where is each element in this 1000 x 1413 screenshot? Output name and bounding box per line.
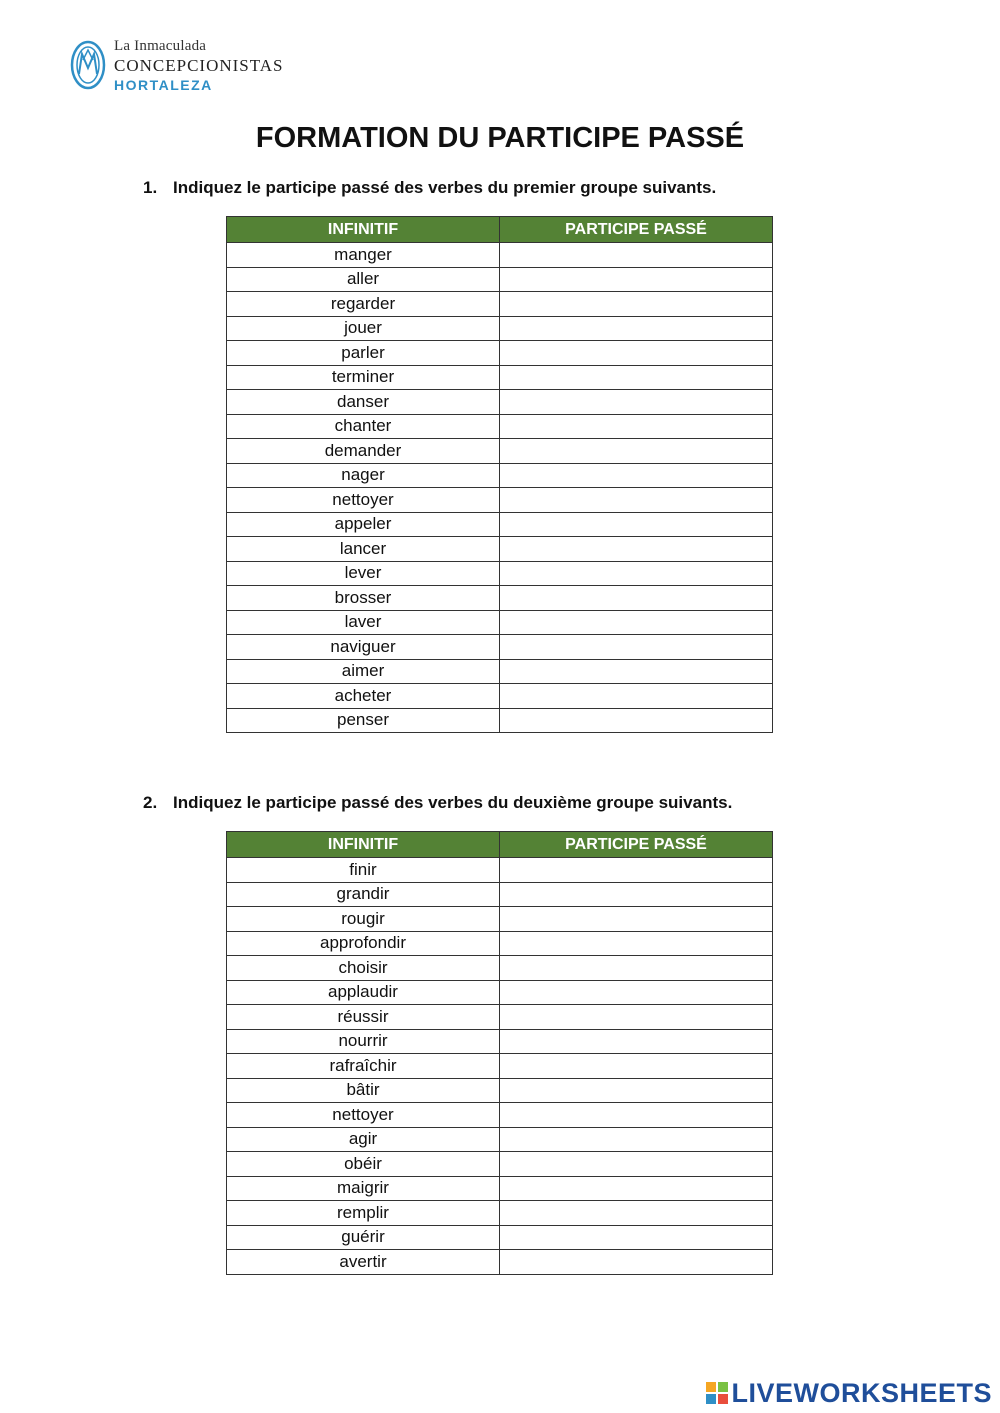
participle-answer-field[interactable] [500, 610, 773, 635]
participle-answer-field[interactable] [500, 365, 773, 390]
verb-infinitive: aimer [227, 659, 500, 684]
table-row [227, 414, 773, 439]
table-row [227, 365, 773, 390]
verb-infinitive: acheter [227, 684, 500, 709]
verb-infinitive: nettoyer [227, 488, 500, 513]
logo-line-2: CONCEPCIONISTAS [114, 56, 284, 75]
table-row [227, 610, 773, 635]
verb-infinitive: regarder [227, 292, 500, 317]
question-2-number: 2. [143, 793, 158, 812]
participle-answer-field[interactable] [500, 316, 773, 341]
verb-infinitive: applaudir [227, 980, 500, 1005]
brand-text: LIVEWORKSHEETS [731, 1377, 992, 1408]
participle-answer-field[interactable] [500, 341, 773, 366]
participle-column-header: PARTICIPE PASSÉ [500, 832, 773, 858]
school-emblem-icon [70, 40, 106, 90]
verb-infinitive: demander [227, 439, 500, 464]
participle-answer-field[interactable] [500, 1054, 773, 1079]
verb-infinitive: finir [227, 858, 500, 883]
table-row [227, 1005, 773, 1030]
participle-answer-field[interactable] [500, 586, 773, 611]
table-row [227, 684, 773, 709]
table-row [227, 463, 773, 488]
question-2-text: Indiquez le participe passé des verbes du deuxième groupe suivants. [173, 793, 733, 812]
participle-answer-field[interactable] [500, 1176, 773, 1201]
participle-answer-field[interactable] [500, 1078, 773, 1103]
verb-infinitive: rafraîchir [227, 1054, 500, 1079]
table-row [227, 341, 773, 366]
participle-answer-field[interactable] [500, 1127, 773, 1152]
table-row [227, 1029, 773, 1054]
participle-answer-field[interactable] [500, 1005, 773, 1030]
verb-infinitive: lever [227, 561, 500, 586]
question-1-text: Indiquez le participe passé des verbes du premier groupe suivants. [173, 178, 717, 197]
table-row [227, 1103, 773, 1128]
participle-answer-field[interactable] [500, 1029, 773, 1054]
participle-answer-field[interactable] [500, 561, 773, 586]
participle-answer-field[interactable] [500, 267, 773, 292]
verb-infinitive: approfondir [227, 931, 500, 956]
table-row [227, 1078, 773, 1103]
verb-infinitive: manger [227, 243, 500, 268]
question-2 [143, 793, 732, 813]
table-row [227, 243, 773, 268]
verb-infinitive: grandir [227, 882, 500, 907]
verb-infinitive: chanter [227, 414, 500, 439]
participle-answer-field[interactable] [500, 1103, 773, 1128]
question-1 [143, 178, 716, 198]
participle-answer-field[interactable] [500, 956, 773, 981]
verb-infinitive: agir [227, 1127, 500, 1152]
table-row [227, 980, 773, 1005]
table-header-row [227, 832, 773, 858]
infinitive-column-header: INFINITIF [227, 832, 500, 858]
table-header-row [227, 217, 773, 243]
participle-answer-field[interactable] [500, 980, 773, 1005]
table-row [227, 390, 773, 415]
verb-infinitive: brosser [227, 586, 500, 611]
participle-answer-field[interactable] [500, 292, 773, 317]
verb-infinitive: obéir [227, 1152, 500, 1177]
verb-infinitive: remplir [227, 1201, 500, 1226]
table-row [227, 488, 773, 513]
verb-table-2 [226, 831, 773, 1275]
verb-infinitive: rougir [227, 907, 500, 932]
table-row [227, 316, 773, 341]
table-row [227, 882, 773, 907]
verb-infinitive: naviguer [227, 635, 500, 660]
verb-infinitive: réussir [227, 1005, 500, 1030]
verb-infinitive: choisir [227, 956, 500, 981]
school-logo [70, 38, 330, 98]
table-row [227, 708, 773, 733]
infinitive-column-header: INFINITIF [227, 217, 500, 243]
verb-infinitive: avertir [227, 1250, 500, 1275]
verb-infinitive: penser [227, 708, 500, 733]
verb-infinitive: nourrir [227, 1029, 500, 1054]
verb-table-1 [226, 216, 773, 733]
table-row [227, 907, 773, 932]
participle-answer-field[interactable] [500, 882, 773, 907]
table-row [227, 1225, 773, 1250]
verb-infinitive: laver [227, 610, 500, 635]
logo-line-1: La Inmaculada [114, 38, 207, 54]
verb-infinitive: danser [227, 390, 500, 415]
participle-answer-field[interactable] [500, 1250, 773, 1275]
verb-infinitive: terminer [227, 365, 500, 390]
table-row [227, 635, 773, 660]
participle-answer-field[interactable] [500, 537, 773, 562]
table-row [227, 586, 773, 611]
participle-answer-field[interactable] [500, 390, 773, 415]
table-row [227, 858, 773, 883]
table-row [227, 1250, 773, 1275]
verb-infinitive: bâtir [227, 1078, 500, 1103]
participle-answer-field[interactable] [500, 635, 773, 660]
table-row [227, 659, 773, 684]
page-title: FORMATION DU PARTICIPE PASSÉ [255, 122, 745, 154]
verb-infinitive: nager [227, 463, 500, 488]
table-row [227, 292, 773, 317]
participle-answer-field[interactable] [500, 708, 773, 733]
participle-answer-field[interactable] [500, 1225, 773, 1250]
liveworksheets-brand [706, 1377, 992, 1409]
verb-infinitive: guérir [227, 1225, 500, 1250]
participle-answer-field[interactable] [500, 684, 773, 709]
participle-answer-field[interactable] [500, 659, 773, 684]
verb-infinitive: parler [227, 341, 500, 366]
participle-answer-field[interactable] [500, 488, 773, 513]
logo-line-3: HORTALEZA [114, 77, 213, 93]
table-row [227, 931, 773, 956]
participle-column-header: PARTICIPE PASSÉ [500, 217, 773, 243]
liveworksheets-logo-icon [706, 1382, 728, 1404]
table-row [227, 537, 773, 562]
participle-answer-field[interactable] [500, 907, 773, 932]
participle-answer-field[interactable] [500, 1152, 773, 1177]
verb-infinitive: aller [227, 267, 500, 292]
verb-infinitive: nettoyer [227, 1103, 500, 1128]
participle-answer-field[interactable] [500, 414, 773, 439]
participle-answer-field[interactable] [500, 931, 773, 956]
verb-infinitive: appeler [227, 512, 500, 537]
table-row [227, 1201, 773, 1226]
table-row [227, 956, 773, 981]
participle-answer-field[interactable] [500, 439, 773, 464]
table-row [227, 439, 773, 464]
verb-infinitive: jouer [227, 316, 500, 341]
table-row [227, 561, 773, 586]
participle-answer-field[interactable] [500, 858, 773, 883]
verb-infinitive: maigrir [227, 1176, 500, 1201]
table-row [227, 1054, 773, 1079]
participle-answer-field[interactable] [500, 512, 773, 537]
table-row [227, 1127, 773, 1152]
participle-answer-field[interactable] [500, 463, 773, 488]
table-row [227, 1176, 773, 1201]
table-row [227, 512, 773, 537]
participle-answer-field[interactable] [500, 1201, 773, 1226]
verb-infinitive: lancer [227, 537, 500, 562]
question-1-number: 1. [143, 178, 158, 197]
table-row [227, 1152, 773, 1177]
participle-answer-field[interactable] [500, 243, 773, 268]
table-row [227, 267, 773, 292]
